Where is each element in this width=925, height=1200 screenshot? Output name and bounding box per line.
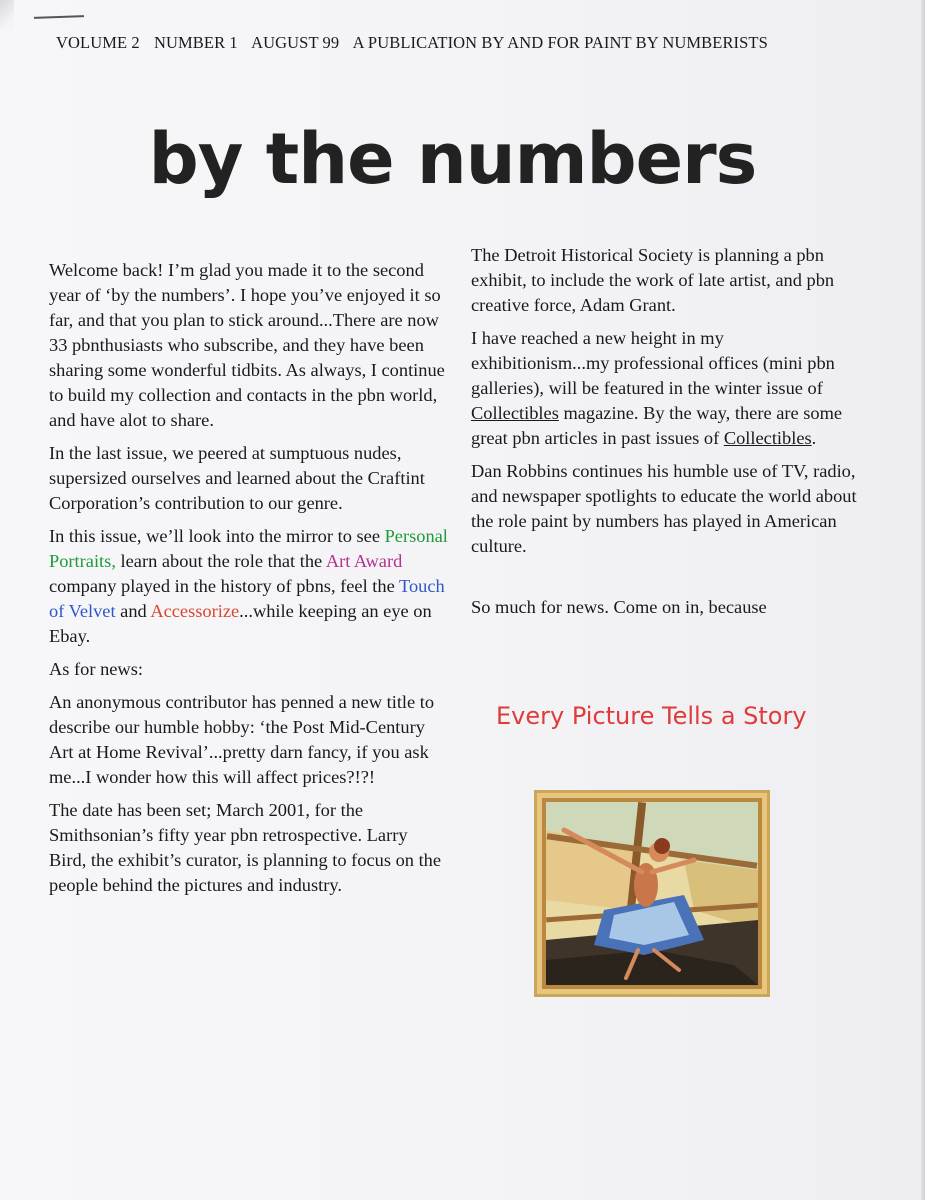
smithsonian-paragraph: The date has been set; March 2001, for the Smithsonian’s fifty year pbn retrospective. Larry Bird, the exhibit’s curator, is planning to focus on the people behind the pictures and industry. [49, 800, 442, 895]
this-issue-text-5: ...while keeping an eye on Ebay. [49, 601, 432, 646]
right-column [471, 243, 866, 628]
exhibitionism-text-3: . [811, 428, 817, 448]
exhibitionism-text-2: magazine. By the way, there are some great pbn articles in past issues of [471, 403, 843, 448]
masthead-number: NUMBER 1 [154, 33, 238, 52]
newsletter-title: by the numbers [148, 118, 757, 200]
collectibles-title-1: Collectibles [471, 403, 559, 423]
last-issue-paragraph: In the last issue, we peered at sumptuous nudes, supersized ourselves and learned about the Craftint Corporation’s contribution to our genre. [49, 443, 425, 513]
masthead-volume: VOLUME 2 [56, 33, 140, 52]
this-issue-text-3: company played in the history of pbns, feel the [49, 576, 400, 596]
exhibitionism-text-1: I have reached a new height in my exhibitionism...my professional offices (mini pbn galleries), will be featured in the winter issue of [471, 328, 835, 398]
so-much-for-news-paragraph: So much for news. Come on in, because [471, 597, 767, 617]
dan-robbins-paragraph: Dan Robbins continues his humble use of TV, radio, and newspaper spotlights to educate the world about the role paint by numbers has played in American culture. [471, 461, 857, 556]
ballerina-painting-image [534, 790, 770, 997]
masthead-date: AUGUST 99 [251, 33, 340, 52]
this-issue-text-4: and [115, 601, 151, 621]
art-award-link[interactable]: Art Award [325, 551, 403, 571]
welcome-paragraph: Welcome back! I’m glad you made it to the second year of ‘by the numbers’. I hope you’ve enjoyed it so far, and that you plan to stick around...There are now 33 pbnthusiasts who subscribe, and they have been sharing some wonderful tidbits. As always, I continue to build my collection and contacts in the pbn world, and have alot to share. [49, 260, 445, 430]
masthead-tagline: A PUBLICATION BY AND FOR PAINT BY NUMBERISTS [352, 33, 768, 52]
page-corner-fold [0, 0, 14, 30]
this-issue-paragraph [49, 524, 449, 649]
news-heading: As for news: [49, 659, 143, 679]
pen-mark [34, 15, 84, 19]
masthead [56, 33, 876, 53]
personal-portraits-link[interactable]: Personal Portraits, [49, 526, 448, 571]
anonymous-contributor-paragraph: An anonymous contributor has penned a new title to describe our humble hobby: ‘the Post Mid-Century Art at Home Revival’...pretty darn fancy, if you ask me...I wonder how this will affect prices?!?! [49, 692, 435, 787]
accessorize-link[interactable]: Accessorize [150, 601, 240, 621]
touch-of-velvet-link[interactable]: Touch of Velvet [49, 576, 445, 621]
detroit-paragraph: The Detroit Historical Society is planning a pbn exhibit, to include the work of late artist, and pbn creative force, Adam Grant. [471, 245, 835, 315]
feature-heading: Every Picture Tells a Story [496, 702, 807, 730]
this-issue-text-2: learn about the role that the [115, 551, 326, 571]
left-column [49, 258, 449, 906]
exhibitionism-paragraph [471, 326, 866, 451]
page-edge-shadow [921, 0, 925, 1200]
collectibles-title-2: Collectibles [723, 428, 812, 448]
this-issue-text-1: In this issue, we’ll look into the mirror to see [49, 526, 385, 546]
